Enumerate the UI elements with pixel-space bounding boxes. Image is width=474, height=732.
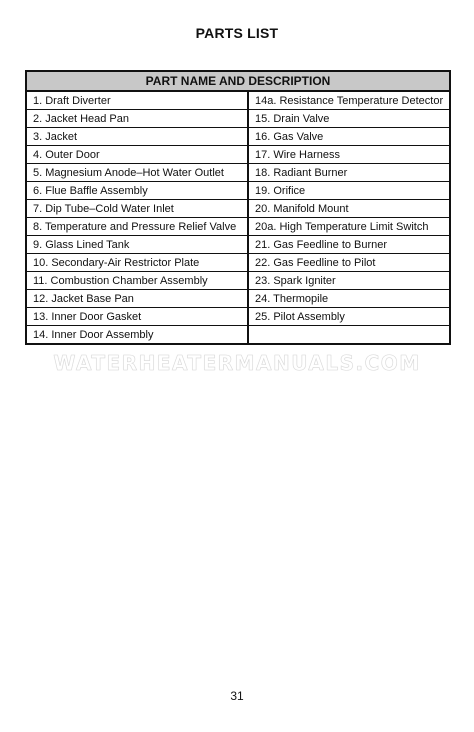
part-cell-left: 4. Outer Door (26, 146, 248, 164)
part-cell-right: 20. Manifold Mount (248, 200, 450, 218)
part-cell-right: 24. Thermopile (248, 290, 450, 308)
table-row (26, 110, 450, 128)
table-row (26, 146, 450, 164)
table-row (26, 254, 450, 272)
part-cell-left: 8. Temperature and Pressure Relief Valve (26, 218, 248, 236)
table-row (26, 236, 450, 254)
table-row (26, 200, 450, 218)
part-cell-left: 6. Flue Baffle Assembly (26, 182, 248, 200)
part-cell-left: 10. Secondary-Air Restrictor Plate (26, 254, 248, 272)
part-cell-right: 22. Gas Feedline to Pilot (248, 254, 450, 272)
page-title: PARTS LIST (195, 25, 279, 41)
part-cell-left: 11. Combustion Chamber Assembly (26, 272, 248, 290)
part-cell-right: 14a. Resistance Temperature Detector (248, 91, 450, 110)
part-cell-left: 5. Magnesium Anode–Hot Water Outlet (26, 164, 248, 182)
part-cell-left: 13. Inner Door Gasket (26, 308, 248, 326)
part-cell-right: 25. Pilot Assembly (248, 308, 450, 326)
part-cell-left: 9. Glass Lined Tank (26, 236, 248, 254)
table-row (26, 326, 450, 345)
table-header-row (26, 71, 450, 91)
part-cell-right: 17. Wire Harness (248, 146, 450, 164)
parts-table-body (26, 91, 450, 344)
page-number: 31 (230, 689, 244, 703)
table-row (26, 164, 450, 182)
part-cell-right: 21. Gas Feedline to Burner (248, 236, 450, 254)
part-cell-left: 14. Inner Door Assembly (26, 326, 248, 345)
part-cell-right: 16. Gas Valve (248, 128, 450, 146)
part-cell-right (248, 326, 450, 345)
table-row (26, 91, 450, 110)
part-cell-left: 7. Dip Tube–Cold Water Inlet (26, 200, 248, 218)
part-cell-left: 3. Jacket (26, 128, 248, 146)
table-row (26, 272, 450, 290)
table-row (26, 308, 450, 326)
part-cell-left: 1. Draft Diverter (26, 91, 248, 110)
part-cell-right: 20a. High Temperature Limit Switch (248, 218, 450, 236)
part-cell-left: 2. Jacket Head Pan (26, 110, 248, 128)
table-row (26, 182, 450, 200)
table-row (26, 218, 450, 236)
table-header: PART NAME AND DESCRIPTION (26, 71, 450, 91)
watermark: WATERHEATERMANUALS.COM (53, 351, 421, 375)
table-row (26, 290, 450, 308)
part-cell-right: 23. Spark Igniter (248, 272, 450, 290)
parts-table (25, 70, 451, 345)
part-cell-right: 18. Radiant Burner (248, 164, 450, 182)
part-cell-left: 12. Jacket Base Pan (26, 290, 248, 308)
part-cell-right: 19. Orifice (248, 182, 450, 200)
part-cell-right: 15. Drain Valve (248, 110, 450, 128)
table-row (26, 128, 450, 146)
